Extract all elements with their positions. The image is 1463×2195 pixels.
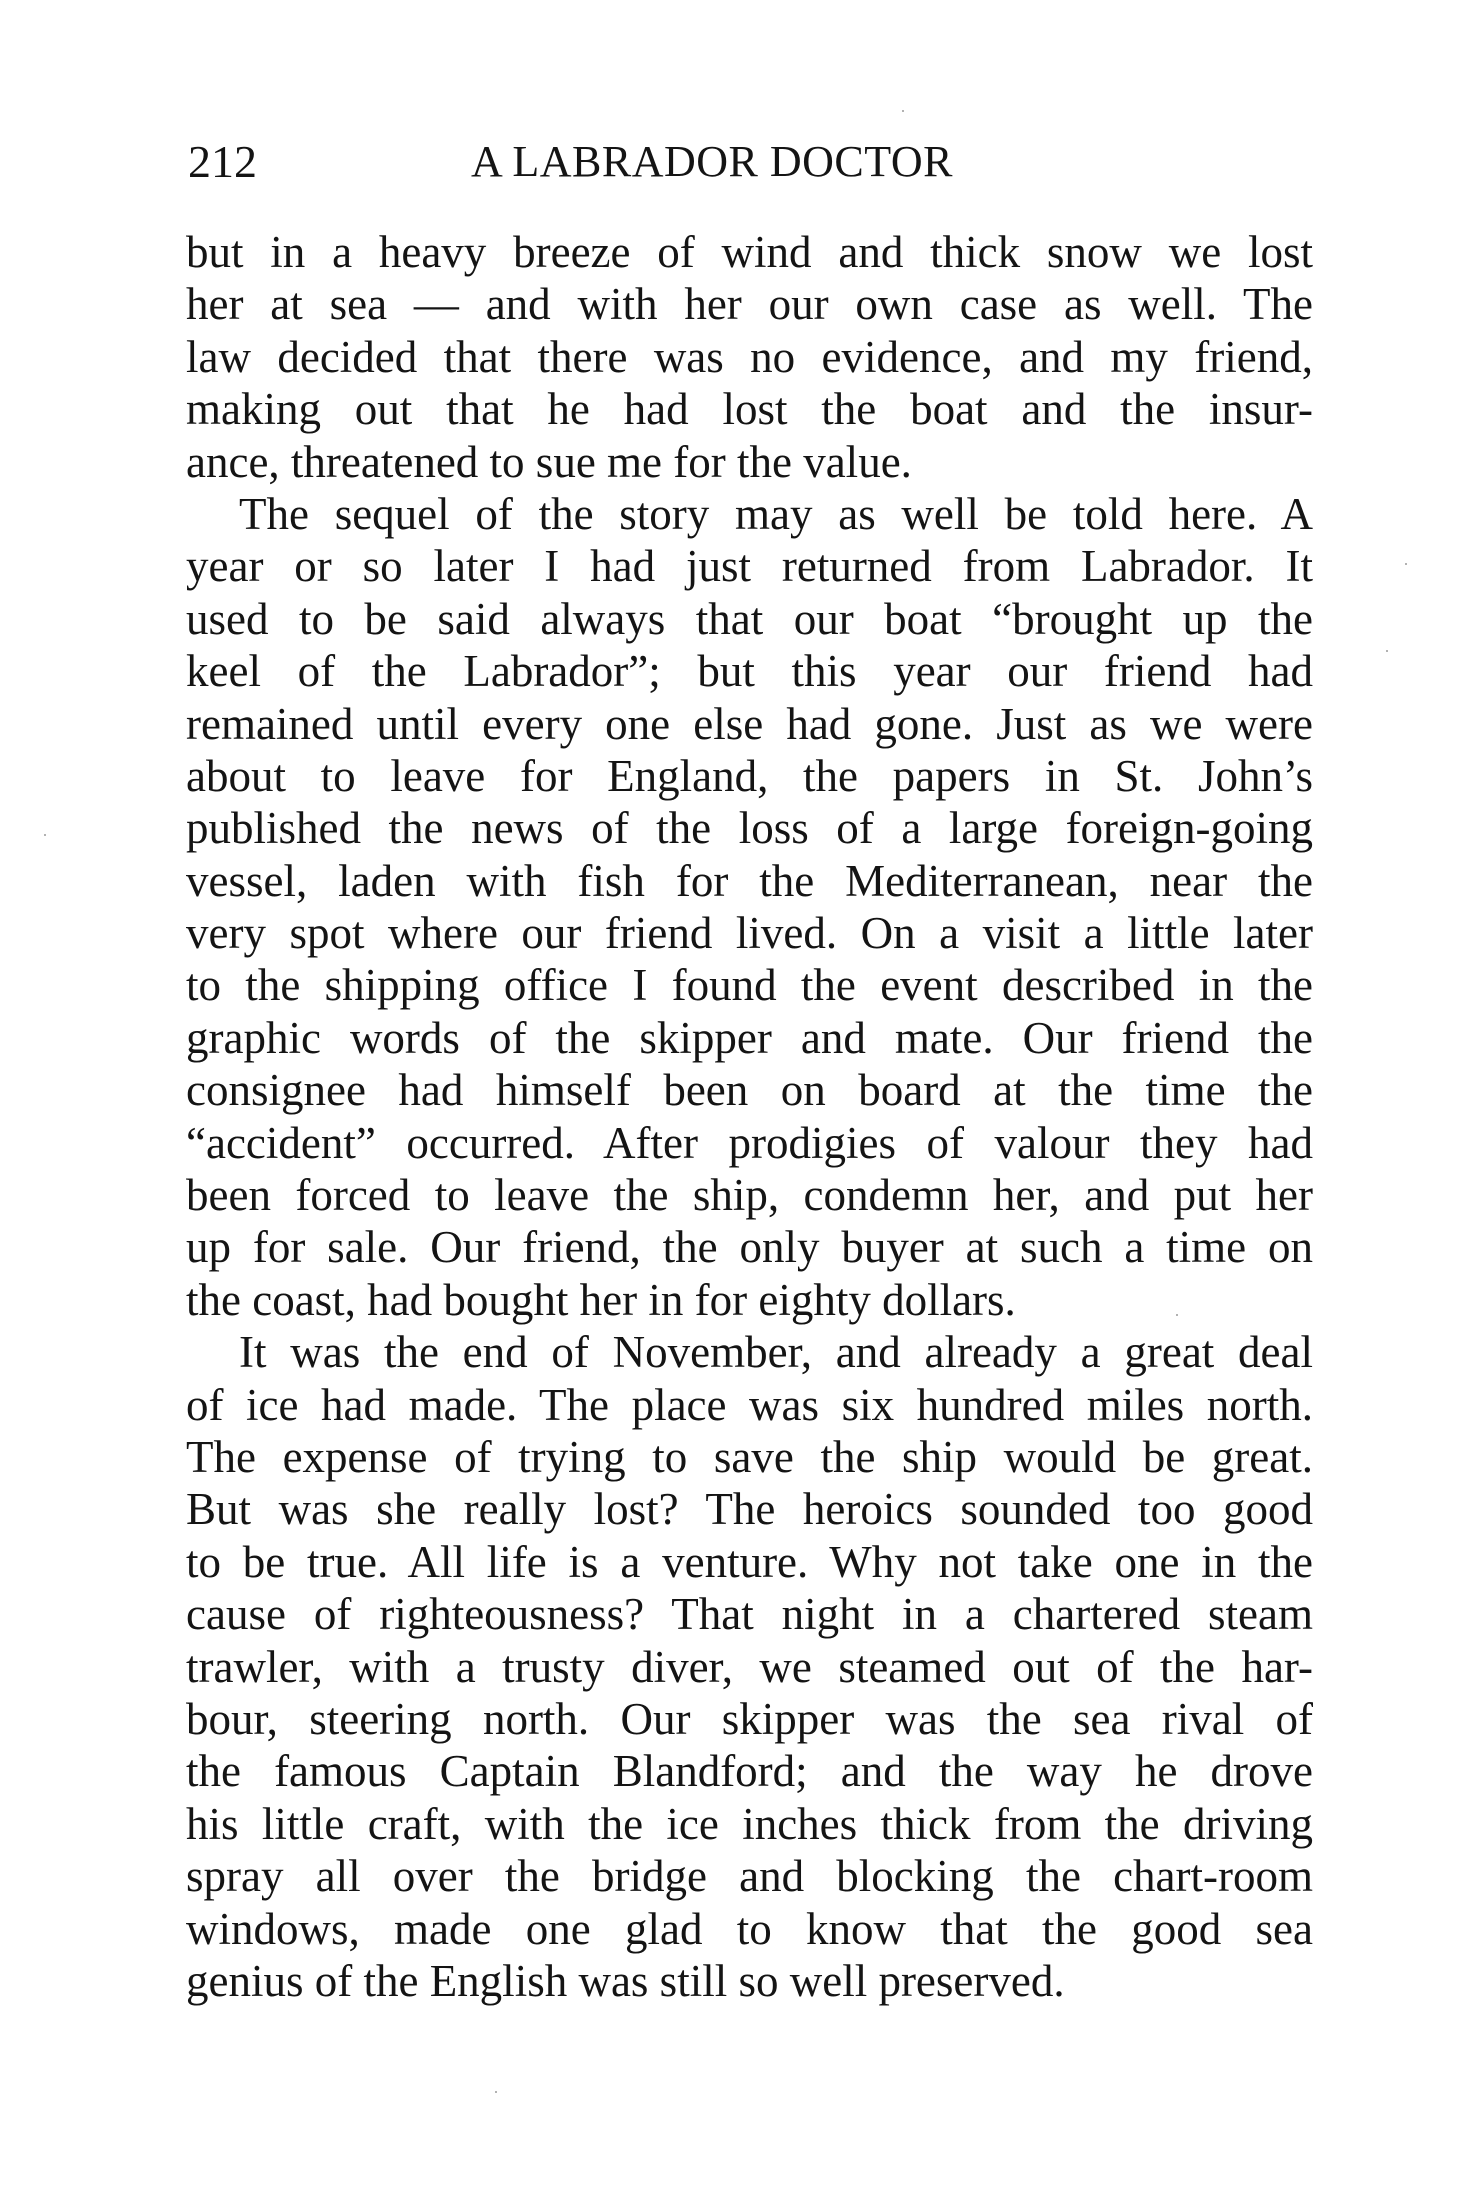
text-line: but in a heavy breeze of wind and thick snow we lost: [186, 227, 1313, 277]
text-line: graphic words of the skipper and mate. Our friend the: [186, 1012, 1313, 1063]
text-line: spray all over the bridge and blocking the chart-room: [186, 1851, 1313, 1902]
text-line: up for sale. Our friend, the only buyer at such a time on: [186, 1222, 1313, 1273]
scan-speck: [902, 110, 904, 112]
text-line: The sequel of the story may as well be told here. A: [239, 488, 1313, 539]
paragraph: [186, 488, 1313, 1326]
text-line: to the shipping office I found the event described in the: [186, 960, 1313, 1011]
text-line: keel of the Labrador”; but this year our friend had: [186, 646, 1313, 697]
text-line: been forced to leave the ship, condemn her, and put her: [186, 1170, 1313, 1221]
text-line: remained until every one else had gone. Just as we were: [186, 698, 1313, 749]
text-line: year or so later I had just returned from Labrador. It: [186, 541, 1313, 592]
scan-speck: [495, 2091, 497, 2093]
running-head: [188, 132, 1318, 202]
text-line: It was the end of November, and already a great deal: [239, 1327, 1313, 1378]
scan-speck: [1386, 650, 1388, 652]
text-line: her at sea — and with her our own case as well. The: [186, 279, 1313, 330]
text-line: consignee had himself been on board at the time the: [186, 1065, 1313, 1116]
text-line: to be true. All life is a venture. Why not take one in the: [186, 1536, 1313, 1587]
text-line: cause of righteousness? That night in a chartered steam: [186, 1589, 1313, 1640]
text-line: about to leave for England, the papers in St. John’s: [186, 750, 1313, 801]
text-line: used to be said always that our boat “brought up the: [186, 593, 1313, 644]
text-line: windows, made one glad to know that the good sea: [186, 1903, 1313, 1954]
text-line: very spot where our friend lived. On a visit a little later: [186, 908, 1313, 959]
text-line: the famous Captain Blandford; and the way he drove: [186, 1746, 1313, 1797]
text-line: vessel, laden with fish for the Mediterranean, near the: [186, 855, 1313, 906]
text-line: trawler, with a trusty diver, we steamed out of the har-: [186, 1641, 1313, 1692]
body-text: [186, 226, 1313, 2007]
text-line: But was she really lost? The heroics sounded too good: [186, 1484, 1313, 1535]
text-line: of ice had made. The place was six hundred miles north.: [186, 1379, 1313, 1430]
paragraph: [186, 1326, 1313, 2007]
page-number: 212: [188, 136, 257, 187]
text-line: bour, steering north. Our skipper was the sea rival of: [186, 1693, 1313, 1744]
text-line: the coast, had bought her in for eighty dollars.: [186, 1274, 1016, 1325]
text-line: his little craft, with the ice inches thick from the driving: [186, 1798, 1313, 1849]
text-line: making out that he had lost the boat and the insur-: [186, 384, 1313, 435]
running-title: A LABRADOR DOCTOR: [471, 137, 953, 186]
text-line: “accident” occurred. After prodigies of valour they had: [186, 1117, 1313, 1168]
text-line: published the news of the loss of a large foreign-going: [186, 803, 1313, 854]
scan-speck: [1405, 563, 1407, 565]
scan-speck: [44, 834, 46, 836]
text-line: The expense of trying to save the ship would be great.: [186, 1431, 1313, 1482]
text-line: genius of the English was still so well preserved.: [186, 1955, 1065, 2006]
paragraph: [186, 226, 1313, 488]
text-line: law decided that there was no evidence, and my friend,: [186, 331, 1313, 382]
text-line: ance, threatened to sue me for the value.: [186, 436, 912, 487]
scan-speck: [1176, 1314, 1178, 1316]
